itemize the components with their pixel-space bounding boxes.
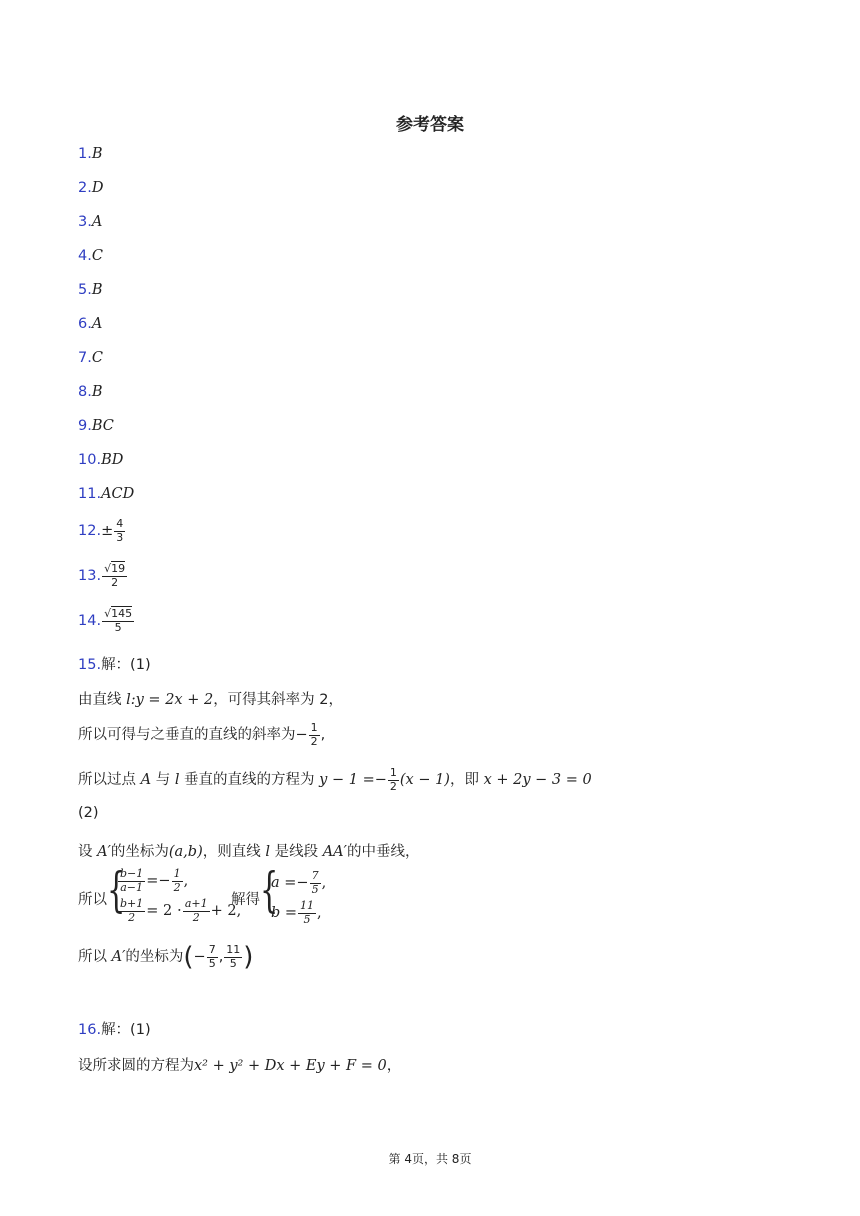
text: 的坐标为	[110, 844, 169, 860]
question-number: 13.	[78, 568, 102, 585]
fraction-denominator: 2	[389, 779, 397, 793]
fraction-numerator: 11	[226, 942, 241, 956]
answer-value: D	[91, 180, 104, 196]
text: 与	[151, 772, 175, 789]
fraction-denominator: 2	[310, 734, 318, 748]
equation: x² + y² + Dx + Ey + F = 0	[194, 1058, 387, 1074]
text: 所以过点	[78, 772, 141, 789]
question-number: 14.	[78, 613, 102, 630]
point-a-prime: A′	[97, 844, 111, 860]
right-paren: )	[243, 942, 254, 972]
text: + 2,	[210, 903, 242, 920]
left-brace: {	[107, 862, 126, 918]
sqrt-numerator: √19	[104, 562, 126, 575]
answer-row	[78, 486, 134, 502]
coordinates: (a,b)	[168, 844, 203, 860]
fraction-denominator: 5	[208, 956, 216, 970]
point-a: A	[140, 772, 152, 789]
text: ，即	[449, 772, 484, 789]
question-number: 2.	[78, 180, 92, 196]
part-label: (2)	[78, 805, 99, 821]
fraction-denominator: 2	[192, 910, 200, 924]
text: ，可得其斜率为 2，	[213, 692, 344, 708]
page-footer: 第 4页，共 8页	[388, 1152, 472, 1166]
comma: ,	[218, 949, 224, 965]
answer-row	[78, 316, 102, 332]
fraction	[102, 563, 127, 589]
text: 设	[78, 844, 98, 860]
solution-line	[78, 722, 325, 748]
question-number: 6.	[78, 316, 92, 332]
answer-row	[78, 563, 128, 589]
fraction-denominator: 2	[111, 575, 119, 589]
text: 由直线	[78, 692, 127, 708]
question-number: 12.	[78, 523, 102, 540]
question-number: 10.	[78, 452, 102, 468]
text: 垂直的直线的方程为	[179, 772, 320, 789]
answer-row	[78, 146, 103, 162]
answer-value: B	[91, 384, 103, 400]
fraction	[207, 944, 218, 970]
fraction-numerator: 7	[311, 869, 319, 882]
fraction-numerator: b−1	[120, 867, 144, 880]
text: 是线段	[269, 844, 323, 860]
point-a-prime: A′	[111, 949, 126, 965]
text: 的中垂线，	[346, 844, 420, 860]
answer-row	[78, 350, 103, 366]
plus-minus: ±	[101, 523, 114, 540]
solution-line	[78, 840, 419, 861]
equation: (x − 1)	[399, 772, 450, 789]
answer-value: A	[91, 316, 103, 332]
answer-value: C	[91, 248, 103, 264]
answer-value: BD	[101, 452, 124, 468]
answer-row	[78, 452, 123, 468]
text: ,	[321, 875, 327, 892]
fraction-denominator: 5	[311, 882, 319, 896]
fraction	[183, 898, 210, 924]
answer-row	[78, 518, 126, 544]
fraction-denominator: 5	[303, 912, 311, 926]
fraction	[298, 900, 316, 926]
fraction	[102, 608, 134, 634]
answer-value: ACD	[101, 486, 135, 502]
fraction	[118, 868, 145, 894]
fraction	[172, 868, 183, 894]
text: ，	[386, 1058, 402, 1074]
equals: =−	[146, 873, 171, 890]
line-l: l	[265, 844, 270, 860]
answer-value: A	[91, 214, 103, 230]
radicand: 145	[111, 607, 133, 620]
text: ,	[320, 727, 326, 744]
fraction	[388, 767, 399, 793]
minus-sign: −	[295, 727, 308, 744]
minus-sign: −	[193, 949, 206, 965]
fraction-denominator: 3	[116, 530, 124, 544]
left-brace: {	[260, 862, 279, 918]
fraction-numerator: 7	[208, 942, 216, 956]
equation: = 2 ⋅	[146, 903, 182, 920]
equation: x + 2y − 3 = 0	[483, 772, 592, 789]
fraction-numerator: 4	[116, 517, 124, 530]
system-prefix: 所以	[78, 892, 107, 908]
fraction	[118, 898, 145, 924]
equation: l:y = 2x + 2	[126, 692, 214, 708]
equation: b =	[271, 905, 298, 922]
answer-value: C	[91, 350, 103, 366]
fraction-numerator: 1	[173, 867, 181, 880]
question-number: 3.	[78, 214, 92, 230]
text: ,	[183, 873, 189, 890]
text: 所以	[78, 949, 112, 965]
fraction-denominator: 5	[114, 620, 122, 634]
question-number: 7.	[78, 350, 92, 366]
fraction-numerator: b+1	[120, 897, 144, 910]
solution-heading	[78, 1018, 151, 1039]
question-number: 9.	[78, 418, 92, 434]
left-paren: (	[183, 942, 194, 972]
system-row	[271, 870, 326, 896]
text: 设所求圆的方程为	[78, 1058, 194, 1074]
solve-prefix: 解得	[231, 892, 260, 908]
segment: AA′	[322, 844, 347, 860]
fraction-numerator: 1	[310, 721, 318, 734]
equation: a =−	[271, 875, 309, 892]
text: 所以可得与之垂直的直线的斜率为	[78, 727, 296, 744]
system-row	[271, 900, 322, 926]
question-number: 11.	[78, 486, 102, 502]
answer-value: BC	[91, 418, 114, 434]
question-number: 16.	[78, 1022, 102, 1038]
solution-line	[78, 1054, 401, 1075]
question-number: 8.	[78, 384, 92, 400]
answer-row	[78, 384, 103, 400]
equation: y − 1 =−	[319, 772, 387, 789]
fraction	[224, 944, 242, 970]
line-l: l	[174, 772, 180, 789]
answer-row	[78, 248, 103, 264]
solution-line	[78, 942, 253, 972]
question-number: 4.	[78, 248, 92, 264]
solution-label: 解：(1)	[101, 1022, 151, 1038]
sqrt-numerator: √145	[104, 607, 133, 620]
text: 的坐标为	[125, 949, 184, 965]
answer-row	[78, 282, 103, 298]
text: ,	[317, 905, 322, 922]
fraction-denominator: 2	[173, 880, 181, 894]
system-row	[117, 898, 241, 924]
fraction-denominator: 5	[229, 956, 237, 970]
fraction-denominator: 2	[128, 910, 136, 924]
solution-label: 解：(1)	[101, 657, 151, 673]
radicand: 19	[111, 562, 126, 575]
fraction	[114, 518, 125, 544]
answer-row	[78, 418, 114, 434]
answer-row	[78, 180, 103, 196]
answer-row	[78, 214, 102, 230]
question-number: 5.	[78, 282, 92, 298]
answer-value: B	[91, 146, 103, 162]
fraction-numerator: 11	[300, 899, 315, 912]
answer-row	[78, 608, 135, 634]
answer-value: B	[91, 282, 103, 298]
solution-heading	[78, 653, 151, 674]
solution-line	[78, 767, 592, 793]
question-number: 1.	[78, 146, 92, 162]
fraction-numerator: a+1	[184, 897, 208, 910]
solution-line	[78, 688, 343, 709]
fraction	[310, 870, 321, 896]
fraction	[309, 722, 320, 748]
question-number: 15.	[78, 657, 102, 673]
system-row	[117, 868, 188, 894]
page-title: 参考答案	[396, 115, 464, 135]
fraction-denominator: a−1	[120, 880, 144, 894]
text: ，则直线	[202, 844, 266, 860]
fraction-numerator: 1	[389, 766, 397, 779]
